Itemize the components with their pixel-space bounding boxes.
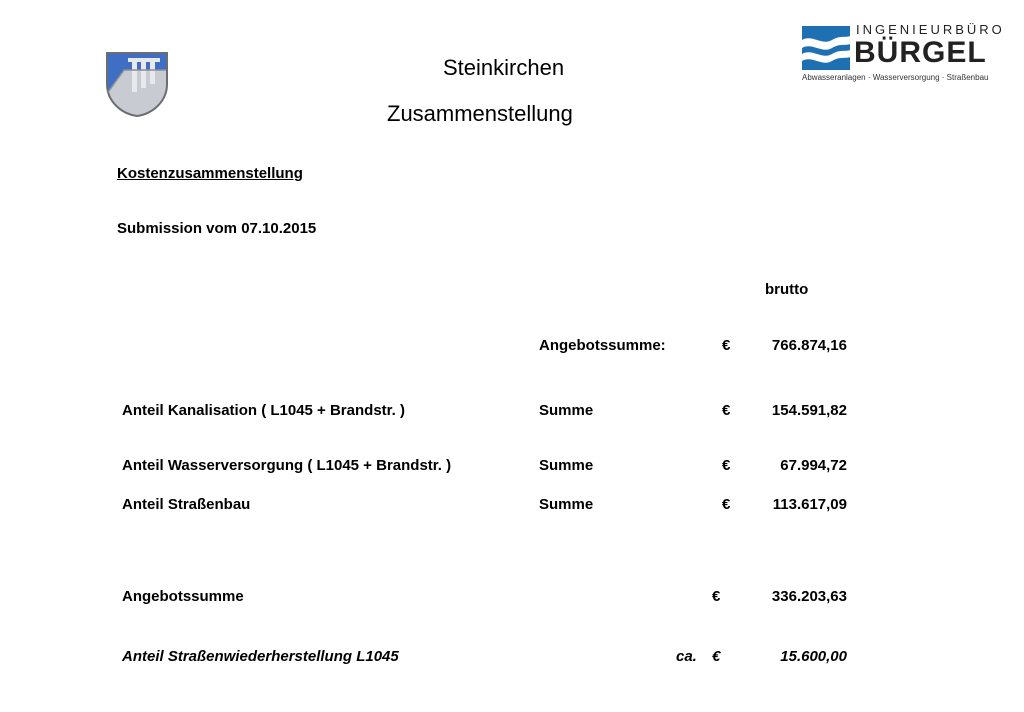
row-currency: €: [722, 402, 731, 419]
restoration-currency: €: [712, 648, 721, 665]
row-amount: 67.994,72: [780, 457, 847, 474]
row-amount: 113.617,09: [772, 496, 847, 513]
subtotal-currency: €: [712, 588, 721, 605]
logo-line2: BÜRGEL: [854, 36, 987, 69]
row-type: Summe: [539, 457, 594, 474]
column-header-brutto: brutto: [765, 281, 809, 298]
logo-line1: INGENIEURBÜRO: [856, 22, 1005, 37]
town-name: Steinkirchen: [443, 55, 565, 80]
row-currency: €: [722, 457, 731, 474]
row-type: Summe: [539, 496, 594, 513]
submission-date: Submission vom 07.10.2015: [117, 220, 317, 237]
subtotal-amount: 336.203,63: [771, 588, 847, 605]
row-type: Summe: [539, 402, 594, 419]
row-label: Anteil Kanalisation ( L1045 + Brandstr. ): [122, 402, 405, 419]
section-title: Kostenzusammenstellung: [117, 165, 303, 182]
row-label: Anteil Wasserversorgung ( L1045 + Brandstr. ): [122, 457, 452, 474]
subtotal-label: Angebotssumme: [122, 588, 244, 605]
row-currency: €: [722, 496, 731, 513]
total-offer-amount: 766.874,16: [771, 337, 847, 354]
page-title: Zusammenstellung: [387, 101, 573, 126]
coat-of-arms-icon: [104, 50, 170, 118]
restoration-prefix: ca.: [676, 648, 697, 665]
total-offer-label: Angebotssumme:: [539, 337, 666, 354]
restoration-label: Anteil Straßenwiederherstellung L1045: [122, 648, 399, 665]
row-label: Anteil Straßenbau: [122, 496, 251, 513]
logo-tagline: Abwasseranlagen · Wasserversorgung · Straßenbau: [802, 73, 989, 82]
wave-logo-icon: [802, 26, 850, 70]
company-logo: [800, 20, 1005, 86]
total-offer-currency: €: [722, 337, 731, 354]
row-amount: 154.591,82: [771, 402, 847, 419]
restoration-amount: 15.600,00: [780, 648, 847, 665]
